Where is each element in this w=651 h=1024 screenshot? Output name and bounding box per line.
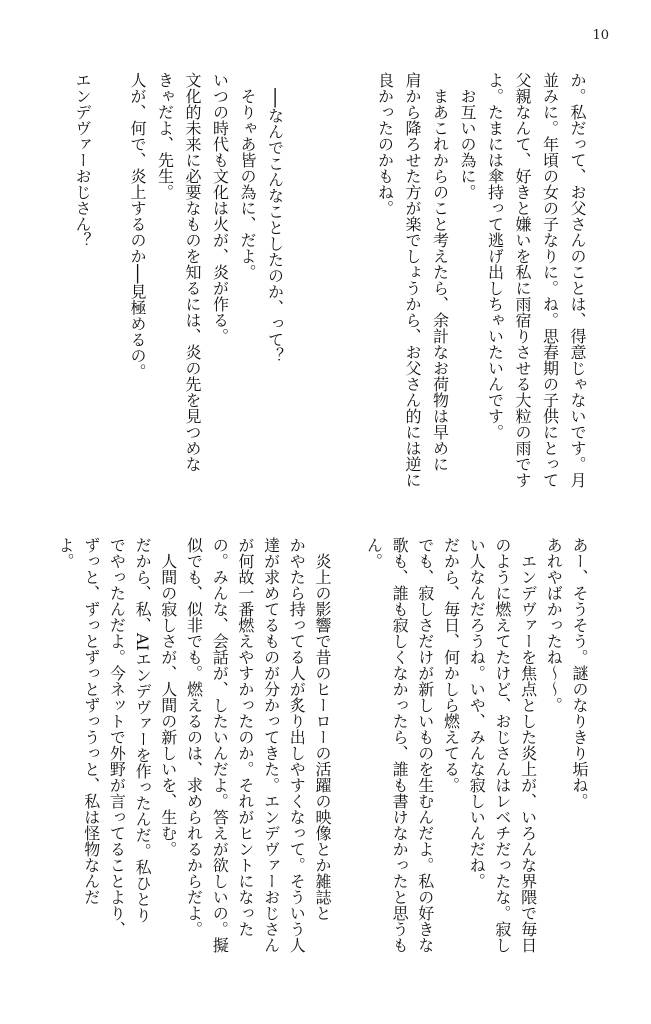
text-column: きゃだよ、先生。 bbox=[155, 72, 175, 200]
text-column: の。みんな、会話が、したいんだよ。答えが欲しいの。擬 bbox=[210, 537, 230, 953]
text-column: よ。たまには傘持って逃げ出しちゃいたいんです。 bbox=[485, 72, 505, 440]
text-column: ──なんでこんなことしたのか、って？ bbox=[265, 72, 285, 364]
text-column: 人間の寂しさが、人間の新しいを、生む。 bbox=[158, 537, 178, 857]
text-column: まあこれからのこと考えたら、余計なお荷物は早めに bbox=[430, 72, 450, 472]
text-column: 父親なんて、好きと嫌いを私に雨宿りさせる大粒の雨です bbox=[513, 72, 532, 488]
text-column: 肩から降ろせた方が楽でしょうから、お父さん的には逆に bbox=[403, 72, 422, 488]
text-column: だから、毎日、何かしら燃えてる。 bbox=[441, 537, 461, 793]
text-column: 良かったのかもね。 bbox=[375, 72, 395, 216]
text-column: だから、私、AIエンデヴァーを作ったんだ。私ひとり bbox=[133, 537, 153, 923]
text-column: い人なんだろうね。いや、みんな寂しいんだね。 bbox=[467, 537, 487, 889]
text-column: 並みに。年頃の女の子なりに。ね。思春期の子供にとって bbox=[540, 72, 560, 488]
text-column: かやたら持ってる人が炙り出しやすくなって。そういう人 bbox=[287, 537, 307, 953]
text-column: ずっと、ずっとずっとずっうっと、私は怪物なんだ bbox=[81, 537, 101, 905]
text-column: お互いの為に。 bbox=[458, 72, 477, 200]
text-column: か。私だって、お父さんのことは、得意じゃないです。月 bbox=[568, 72, 587, 488]
text-column: のように燃えてたけど、おじさんはレベチだったな。寂し bbox=[492, 537, 512, 953]
text-column: でやったんだよ。今ネットで外野が言ってることより、 bbox=[107, 537, 127, 937]
text-column: よ。 bbox=[56, 537, 75, 569]
text-column: が何故一番燃えやすかったのか。それがヒントになった bbox=[235, 537, 255, 937]
page-number: 10 bbox=[592, 28, 609, 43]
text-column: エンデヴァーおじさん？ bbox=[73, 72, 92, 248]
text-column: あれやばかったね〜〜。 bbox=[544, 537, 564, 713]
text-column: いつの時代も文化は火が、炎が作る。 bbox=[210, 72, 230, 344]
text-column: 達が求めてるものが分かってきた。エンデヴァーおじさん bbox=[261, 537, 281, 953]
text-column: 文化的未来に必要なものを知るには、炎の先を見つめな bbox=[183, 72, 202, 472]
text-column: 人が、何で、炎上するのか──見極めるの。 bbox=[128, 72, 147, 380]
text-column: エンデヴァーを焦点とした炎上が、いろんな界隈で毎日 bbox=[518, 537, 538, 953]
text-column: ん。 bbox=[364, 537, 384, 569]
text-column: 似でも、似非でも。燃えるのは、求められるからだよ。 bbox=[184, 537, 204, 937]
text-column: 歌も、誰も寂しくなかったら、誰も書けなかったと思うも bbox=[390, 537, 410, 953]
text-column: あー、そうそう。謎のなりきり垢ね。 bbox=[570, 537, 589, 809]
text-column: そりゃあ皆の為に、だよ。 bbox=[238, 72, 257, 280]
text-column: でも、寂しさだけが新しいものを生むんだよ。私の好きな bbox=[415, 537, 435, 953]
text-column: 炎上の影響で昔のヒーローの活躍の映像とか雑誌と bbox=[313, 537, 332, 921]
